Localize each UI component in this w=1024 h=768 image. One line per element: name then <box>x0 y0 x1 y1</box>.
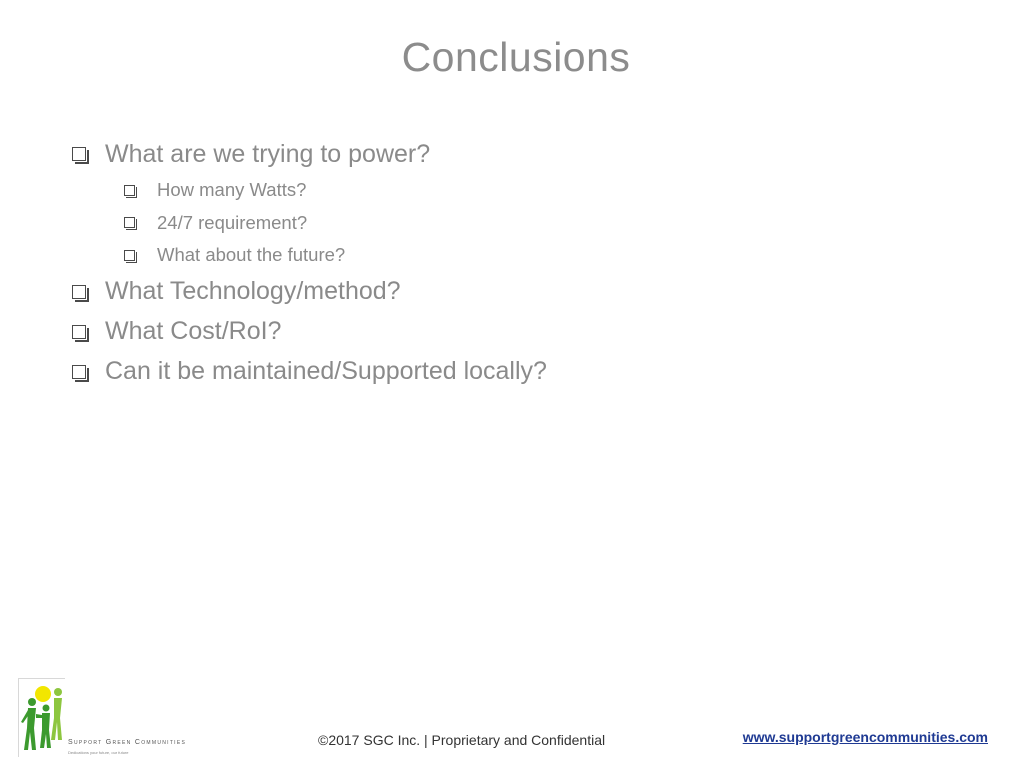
sub-bullet-text: How many Watts? <box>157 179 307 201</box>
website-link[interactable]: www.supportgreencommunities.com <box>742 729 988 745</box>
footer-copyright: ©2017 SGC Inc. | Proprietary and Confidential <box>318 732 606 748</box>
bullet-item <box>72 352 547 392</box>
sub-bullet-text: 24/7 requirement? <box>157 211 308 233</box>
slide-title: Conclusions <box>401 34 631 80</box>
logo-tagline: Dedications your future, our future <box>68 750 129 755</box>
sub-bullet-item <box>124 207 547 240</box>
checkbox-bullet-icon <box>124 217 135 228</box>
bullet-text: What Cost/RoI? <box>105 317 282 345</box>
checkbox-bullet-icon <box>72 285 86 299</box>
checkbox-bullet-icon <box>124 250 135 261</box>
bullet-text: What Technology/method? <box>105 277 401 305</box>
bullet-item <box>72 312 547 352</box>
sub-bullet-item <box>124 174 547 207</box>
bullet-item <box>72 272 547 312</box>
bullet-item <box>72 134 547 174</box>
checkbox-bullet-icon <box>72 365 86 379</box>
bullet-text: Can it be maintained/Supported locally? <box>105 357 547 385</box>
logo-name: Support Green Communities <box>68 739 187 746</box>
checkbox-bullet-icon <box>72 147 86 161</box>
people-sun-icon <box>18 678 68 756</box>
company-logo <box>18 678 193 758</box>
checkbox-bullet-icon <box>124 185 135 196</box>
bullet-list <box>72 134 547 392</box>
sub-bullet-item <box>124 239 547 272</box>
bullet-text: What are we trying to power? <box>105 139 431 168</box>
sub-bullet-text: What about the future? <box>157 244 346 266</box>
checkbox-bullet-icon <box>72 325 86 339</box>
